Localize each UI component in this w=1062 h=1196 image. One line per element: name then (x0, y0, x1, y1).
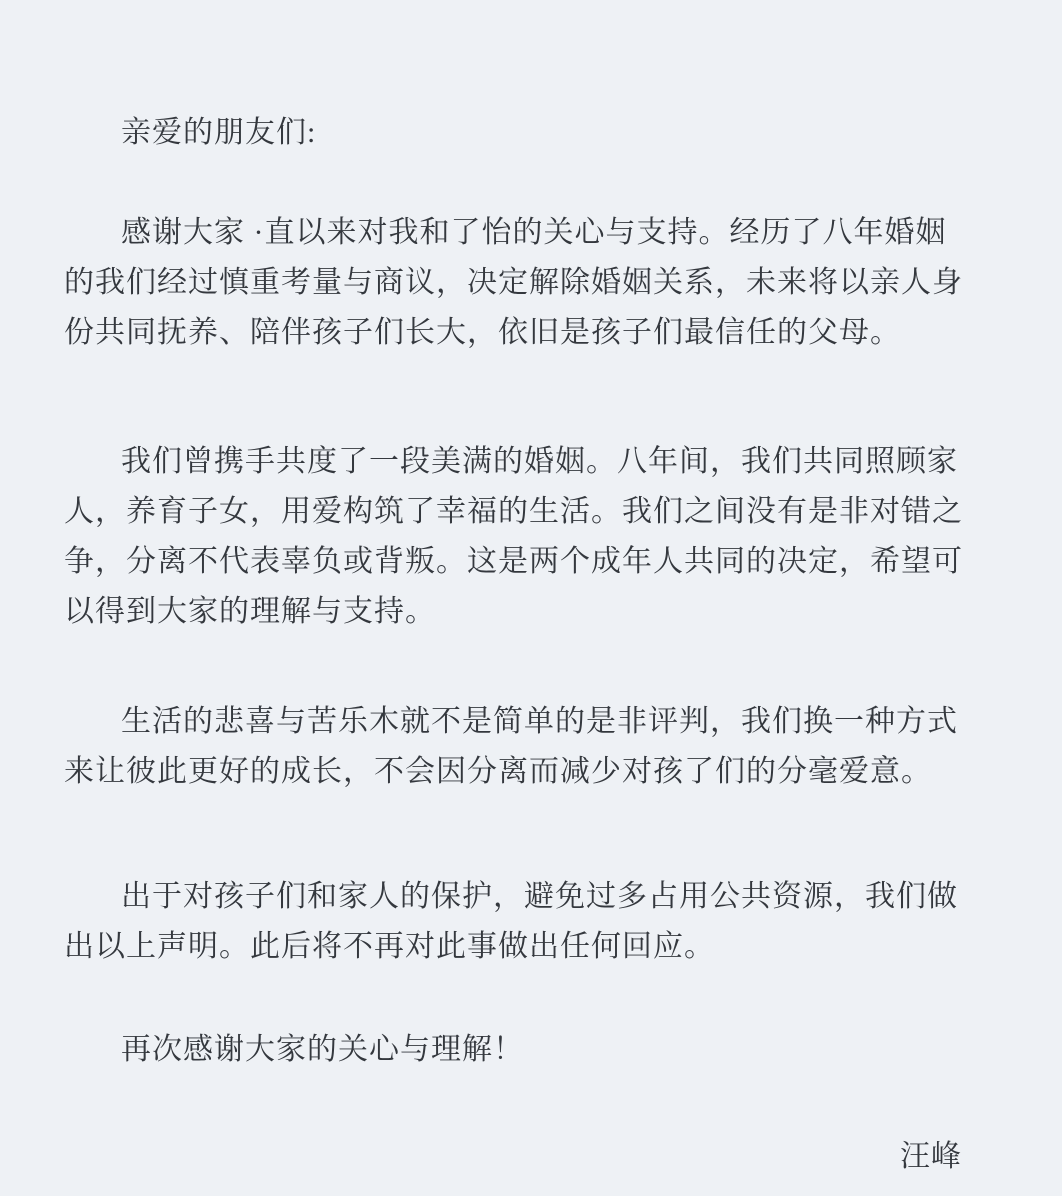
letter-line: 我们曾携手共度了一段美满的婚姻。八年间，我们共同照顾家 (121, 445, 958, 478)
letter-line: 生活的悲喜与苦乐木就不是简单的是非评判，我们换一种方式 (121, 705, 958, 738)
paragraph-3 (64, 697, 998, 797)
letter-line: 感谢大家 ·直以来对我和了怡的关心与支持。经历了八年婚姻 (121, 216, 947, 249)
salutation: 亲爱的朋友们: (121, 116, 317, 149)
letter-line: 人，养育子女，用爱构筑了幸福的生活。我们之间没有是非对错之 (64, 495, 963, 528)
letter-line: 争，分离不代表辜负或背叛。这是两个成年人共同的决定，希望可 (64, 545, 963, 578)
letter-line: 来让彼此更好的成长，不会因分离而减少对孩了们的分毫爱意。 (64, 755, 932, 788)
paragraph-4 (64, 872, 998, 972)
letter-line: 份共同抚养、陪伴孩子们长大，依旧是孩子们最信任的父母。 (64, 316, 901, 349)
letter-line: 出以上声明。此后将不再对此事做出任何回应。 (64, 930, 715, 963)
letter-line: 的我们经过慎重考量与商议，决定解除婚姻关系，未来将以亲人身 (64, 266, 963, 299)
signature: 汪峰 (900, 1140, 962, 1173)
closing-line: 再次感谢大家的关心与理解！ (121, 1033, 524, 1066)
letter-line: 以得到大家的理解与支持。 (64, 595, 436, 628)
letter-line: 出于对孩子们和家人的保护，避免过多占用公共资源，我们做 (121, 880, 958, 913)
paragraph-2 (64, 437, 998, 637)
paragraph-1 (64, 208, 998, 358)
